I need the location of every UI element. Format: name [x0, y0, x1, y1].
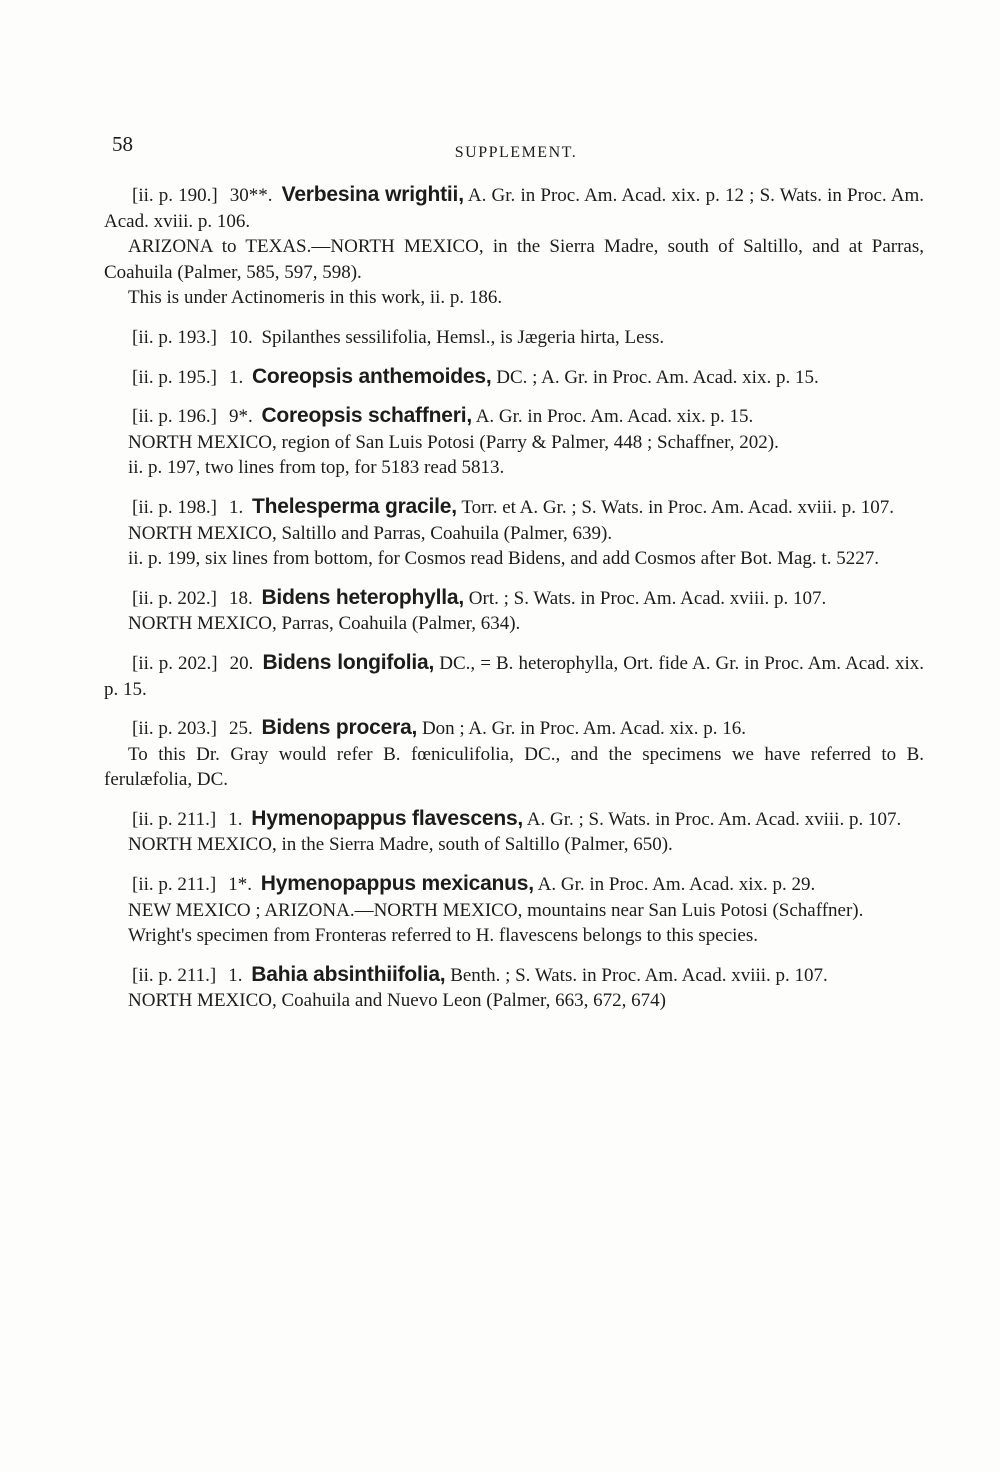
entry-note: ii. p. 199, six lines from bottom, for Cosmos read Bidens, and add Cosmos after Bot. Mag. t. 5227. [128, 548, 879, 570]
species-name: Bidens procera, [261, 716, 418, 740]
volume-reference: [ii. p. 193.] [132, 326, 217, 348]
authority-citation: Don ; A. Gr. in Proc. Am. Acad. xix. p. 16. [417, 718, 747, 740]
entry-heading [104, 403, 924, 430]
volume-reference: [ii. p. 195.] [132, 366, 217, 388]
entry-heading [104, 650, 924, 702]
entry-heading [104, 806, 924, 833]
authority-citation: Spilanthes sessilifolia, Hemsl., is Jægeria hirta, Less. [261, 326, 665, 348]
species-entry [104, 806, 924, 858]
authority-citation: Ort. ; S. Wats. in Proc. Am. Acad. xviii. p. 107. [464, 587, 827, 609]
entry-heading [104, 324, 924, 351]
species-number: 1. [228, 964, 248, 986]
entry-note: Wright's specimen from Fronteras referred to H. flavescens belongs to this species. [128, 925, 759, 947]
species-number: 25. [228, 718, 258, 740]
page-header [112, 128, 920, 168]
species-name: Verbesina wrightii, [281, 183, 464, 206]
species-entry [104, 715, 924, 793]
species-number: 1. [228, 808, 248, 830]
species-number: 9*. [228, 406, 258, 428]
authority-citation: A. Gr. in Proc. Am. Acad. xix. p. 15. [472, 406, 754, 428]
entry-heading [104, 871, 924, 898]
entry-note: This is under Actinomeris in this work, ii. p. 186. [128, 287, 503, 309]
species-number: 18. [228, 587, 258, 609]
authority-citation: A. Gr. in Proc. Am. Acad. xix. p. 12 ; S. Wats. in Proc. Am. Acad. xviii. p. 106. [104, 185, 924, 232]
authority-citation: DC., = B. heterophylla, Ort. fide A. Gr. in Proc. Am. Acad. xix. p. 15. [104, 652, 925, 700]
entry-note: ARIZONA to TEXAS.—NORTH MEXICO, in the Sierra Madre, south of Saltillo, and at Parras, Coahuila (Palmer, 585, 597, 598). [104, 236, 924, 283]
species-number: 10. [228, 326, 258, 348]
species-name: Thelesperma gracile, [251, 494, 457, 518]
entry-heading [104, 364, 924, 391]
page-body [104, 182, 924, 1027]
running-head: SUPPLEMENT. [454, 144, 578, 161]
entry-note: NORTH MEXICO, Coahuila and Nuevo Leon (Palmer, 663, 672, 674) [128, 990, 666, 1012]
volume-reference: [ii. p. 202.] [132, 587, 217, 609]
species-entry [104, 871, 924, 949]
volume-reference: [ii. p. 190.] [132, 185, 218, 206]
page-number: 58 [112, 132, 133, 156]
entry-heading [104, 585, 924, 612]
entry-heading [104, 962, 924, 989]
entry-heading [104, 494, 924, 521]
species-number: 20. [229, 652, 259, 674]
entry-heading [104, 715, 924, 742]
authority-citation: Torr. et A. Gr. ; S. Wats. in Proc. Am. Acad. xviii. p. 107. [456, 496, 895, 518]
species-number: 30**. [229, 185, 278, 206]
entry-note: NORTH MEXICO, Saltillo and Parras, Coahuila (Palmer, 639). [128, 522, 613, 544]
authority-citation: Benth. ; S. Wats. in Proc. Am. Acad. xviii. p. 107. [445, 964, 828, 986]
species-entry [104, 585, 924, 637]
species-entry [104, 403, 924, 481]
species-entry [104, 364, 924, 391]
species-number: 1*. [228, 874, 257, 896]
volume-reference: [ii. p. 203.] [132, 718, 217, 740]
entry-heading [104, 182, 924, 234]
authority-citation: DC. ; A. Gr. in Proc. Am. Acad. xix. p. 15. [491, 366, 819, 388]
authority-citation: A. Gr. ; S. Wats. in Proc. Am. Acad. xviii. p. 107. [523, 808, 902, 830]
entry-note: NEW MEXICO ; ARIZONA.—NORTH MEXICO, mountains near San Luis Potosi (Schaffner). [128, 899, 864, 921]
species-name: Bahia absinthiifolia, [251, 962, 446, 986]
entry-note: To this Dr. Gray would refer B. fœniculifolia, DC., and the specimens we have referred to B. ferulæfolia, DC. [104, 743, 924, 791]
species-entry [104, 650, 924, 702]
species-entry [104, 962, 924, 1014]
volume-reference: [ii. p. 196.] [132, 406, 217, 428]
species-name: Hymenopappus mexicanus, [260, 872, 534, 896]
species-name: Coreopsis schaffneri, [261, 404, 472, 428]
species-name: Hymenopappus flavescens, [251, 806, 524, 830]
volume-reference: [ii. p. 211.] [132, 808, 217, 830]
species-name: Bidens heterophylla, [261, 585, 465, 609]
species-name: Coreopsis anthemoides, [251, 364, 492, 388]
volume-reference: [ii. p. 202.] [132, 652, 218, 674]
entry-note: NORTH MEXICO, region of San Luis Potosi (Parry & Palmer, 448 ; Schaffner, 202). [128, 431, 779, 453]
volume-reference: [ii. p. 211.] [132, 874, 217, 896]
entry-note: ii. p. 197, two lines from top, for 5183 read 5813. [128, 457, 505, 479]
entry-note: NORTH MEXICO, in the Sierra Madre, south of Saltillo (Palmer, 650). [128, 834, 673, 856]
species-entry [104, 494, 924, 572]
authority-citation: A. Gr. in Proc. Am. Acad. xix. p. 29. [533, 874, 816, 896]
volume-reference: [ii. p. 198.] [132, 496, 217, 518]
species-entry [104, 182, 924, 311]
species-number: 1. [228, 366, 248, 388]
entry-note: NORTH MEXICO, Parras, Coahuila (Palmer, 634). [128, 613, 521, 635]
volume-reference: [ii. p. 211.] [132, 964, 217, 986]
species-name: Bidens longifolia, [262, 650, 435, 674]
species-entry [104, 324, 924, 351]
species-number: 1. [228, 496, 248, 518]
